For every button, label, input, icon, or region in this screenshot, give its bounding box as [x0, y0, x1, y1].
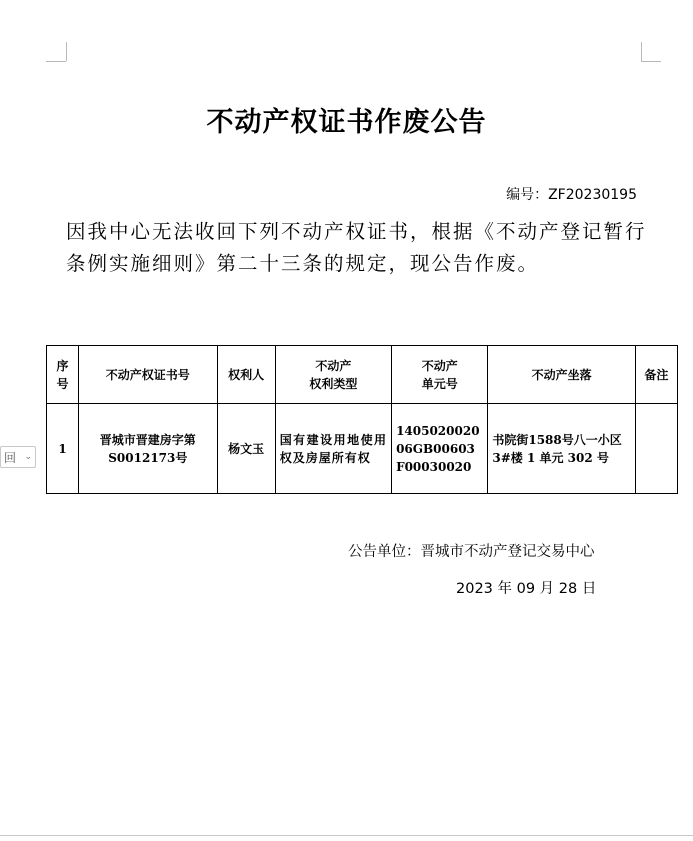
page-title: 不动产权证书作废公告 — [206, 107, 487, 138]
header-location: 不动产坐落 — [488, 346, 635, 404]
cell-cert-no: 晋城市晋建房字第 S0012173号 — [79, 404, 217, 494]
cell-right-type: 国有建设用地使用权及房屋所有权 — [275, 404, 391, 494]
announcement-date: 2023 年 09 月 28 日 — [456, 581, 597, 597]
table-row — [47, 404, 678, 494]
certificate-table — [46, 345, 678, 494]
cell-location: 书院街1588号八一小区 3#楼 1 单元 302 号 — [488, 404, 635, 494]
crop-mark-top-right-horizontal — [641, 61, 661, 62]
cell-holder: 杨文玉 — [217, 404, 275, 494]
table-handle-control[interactable] — [0, 446, 36, 468]
crop-mark-top-right-vertical — [641, 42, 642, 61]
cell-remark — [635, 404, 677, 494]
table-header-row — [47, 346, 678, 404]
table-handle-icon[interactable]: 回 — [4, 450, 17, 465]
issuing-unit: 公告单位：晋城市不动产登记交易中心 — [348, 544, 595, 560]
header-right-type: 不动产 权利类型 — [275, 346, 391, 404]
cell-seq: 1 — [47, 404, 79, 494]
chevron-down-icon[interactable]: ⌄ — [24, 452, 32, 462]
header-unit-no: 不动产 单元号 — [392, 346, 488, 404]
crop-mark-top-left-horizontal — [46, 61, 66, 62]
header-cert-no: 不动产权证书号 — [79, 346, 217, 404]
header-remark: 备注 — [635, 346, 677, 404]
header-holder: 权利人 — [217, 346, 275, 404]
header-seq: 序 号 — [47, 346, 79, 404]
page-bottom-divider — [0, 835, 693, 836]
document-number: 编号：ZF20230195 — [506, 187, 637, 203]
crop-mark-top-left-vertical — [66, 42, 67, 61]
cell-unit-no: 140502002006GB00603F00030020 — [392, 404, 488, 494]
announcement-body: 因我中心无法收回下列不动产权证书，根据《不动产登记暂行条例实施细则》第二十三条的规定，现公告作废。 — [66, 220, 647, 275]
